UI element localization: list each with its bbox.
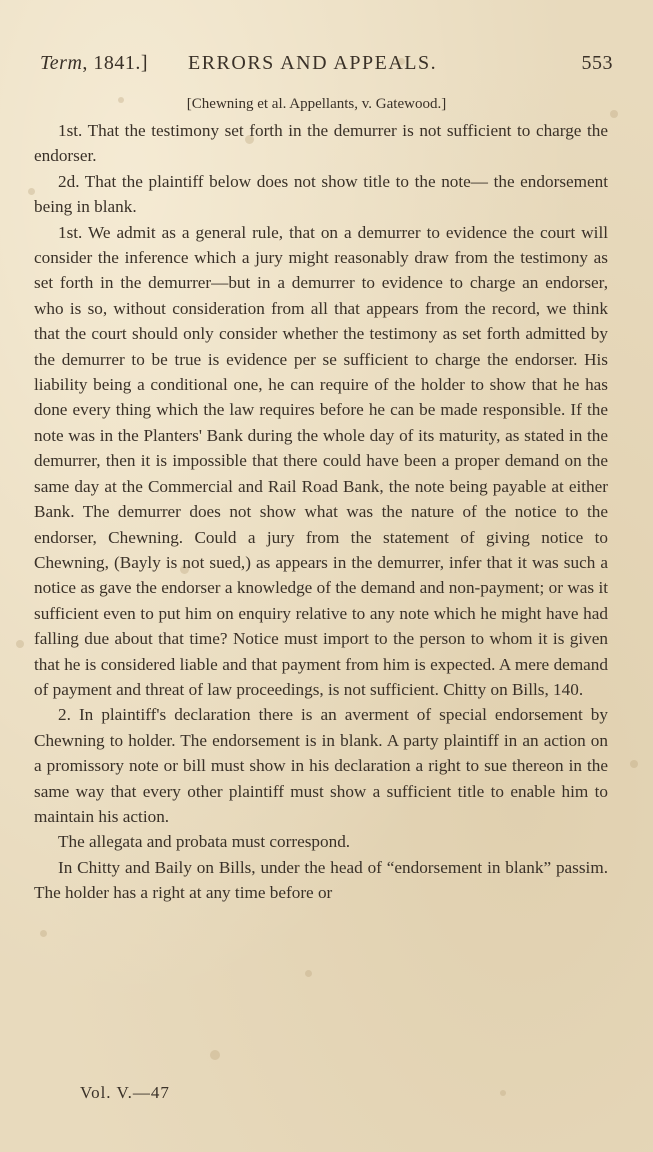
case-subheading-text: [Chewning et al. Appellants, v. Gatewood.] (186, 96, 447, 112)
body-text (34, 118, 608, 906)
foxing-spot (630, 760, 638, 768)
signature-mark: Vol. V.—47 (80, 1083, 170, 1102)
header-term-word: Term (40, 52, 83, 74)
paragraph-3: 1st. We admit as a general rule, that on a demurrer to evidence the court will consider the inference which a jury might reasonably draw from the testimony as set forth in the demurrer—but in a demurrer to evidence to charge an endorser, who is so, without consideration from all that appears from the record, we think that the court should only consider whether the testimony as set forth admitted by the demurrer to be true is evidence per se sufficient to charge the endorser. His liability being a conditional one, he can require of the holder to show that he has done every thing which the law requires before he can be made responsible. If the note was in the Planters' Bank during the whole day of its maturity, as stated in the demurrer, then it is impossible that there could have been a proper demand on the same day at the Commercial and Rail Road Bank, the note being payable at either Bank. The demurrer does not show what was the nature of the notice to the endorser, Chewning. Could a jury from the statement of giving notice to Chewning, (Bayly is not sued,) as appears in the demurrer, infer that it was such a notice as gave the endorser a knowledge of the demand and non-payment; or was it sufficient even to put him on enquiry relative to any note which he might have had falling due about that time? Notice must import to the person to whom it is given that he is considered liable and that payment from him is expected. A mere demand of payment and threat of law proceedings, is not sufficient. Chitty on Bills, 140. (34, 222, 608, 699)
paragraph-6: In Chitty and Baily on Bills, under the head of “endorsement in blank” passim. The holder has a right at any time before or (34, 857, 608, 903)
paragraph-2: 2d. That the plaintiff below does not show title to the note— the endorsement being in blank. (34, 171, 608, 217)
paragraph-5: The allegata and probata must correspond. (58, 832, 351, 852)
foxing-spot (305, 970, 312, 977)
foxing-spot (16, 640, 24, 648)
page-number: 553 (581, 52, 613, 74)
foxing-spot (210, 1050, 220, 1060)
case-subheading (0, 96, 653, 113)
paragraph-1: 1st. That the testimony set forth in the demurrer is not sufficient to charge the endorser. (34, 121, 608, 166)
running-header (36, 48, 613, 82)
paragraph-4: 2. In plaintiff's declaration there is an averment of special endorsement by Chewning to holder. The endorsement is in blank. A party plaintiff in an action on a promissory note or bill must show in his declaration a right to sue thereon in the same way that every other plaintiff must show a sufficient title to enable him to maintain his action. (34, 705, 608, 826)
foxing-spot (40, 930, 47, 937)
header-term-year: , 1841.] (82, 52, 149, 74)
header-title: ERRORS AND APPEALS. (188, 52, 438, 74)
foxing-spot (500, 1090, 506, 1096)
header-term (40, 52, 148, 75)
